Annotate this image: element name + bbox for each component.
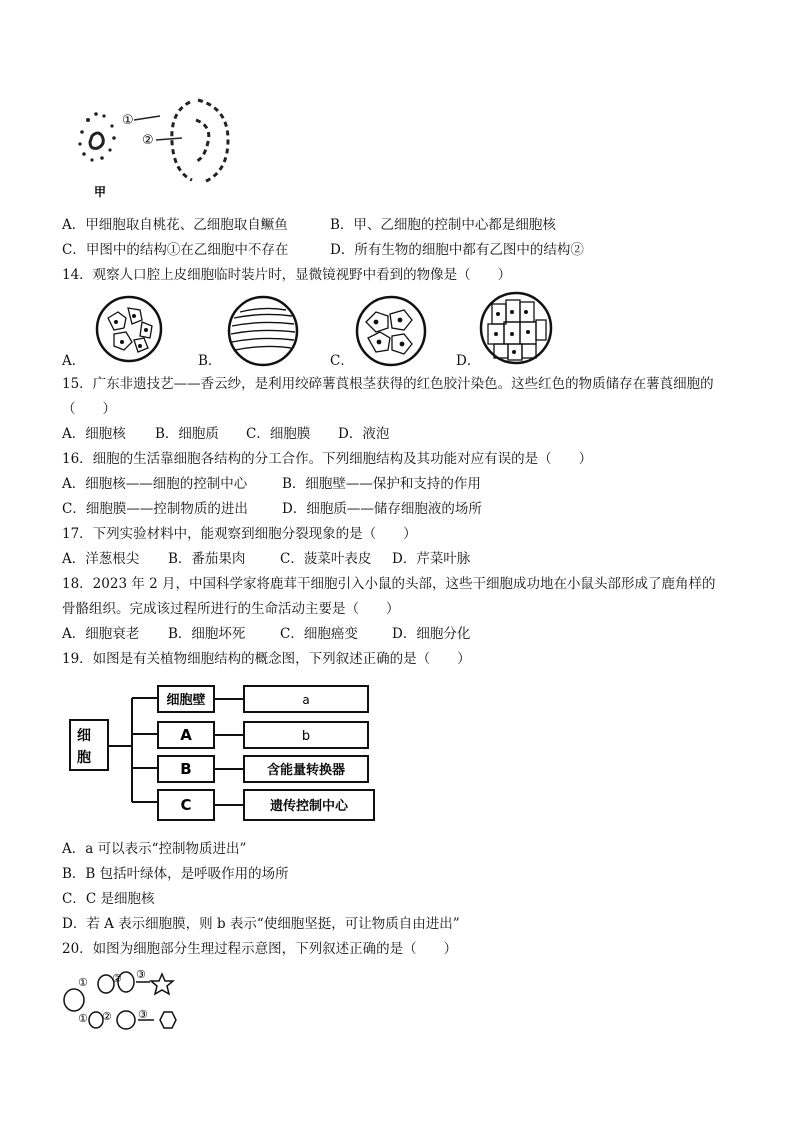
q18-option-d[interactable]: D．细胞分化 bbox=[392, 626, 471, 642]
diagram-left-1: 细胞壁 bbox=[166, 693, 206, 708]
q19-concept-diagram bbox=[66, 682, 382, 828]
q15-option-a[interactable]: A．细胞核 bbox=[62, 426, 126, 442]
q14-option-d[interactable]: D． bbox=[456, 353, 481, 369]
q17-option-d[interactable]: D．芹菜叶脉 bbox=[392, 551, 471, 567]
q19-option-a[interactable]: A．a 可以表示“控制物质进出” bbox=[62, 841, 247, 857]
q20-label-3-bottom: ③ bbox=[138, 1008, 148, 1021]
diagram-right-3: 含能量转换器 bbox=[266, 763, 346, 778]
q14-image-b bbox=[226, 294, 300, 368]
q16-option-a[interactable]: A．细胞核——细胞的控制中心 bbox=[62, 476, 248, 492]
q18-option-a[interactable]: A．细胞衰老 bbox=[62, 626, 140, 642]
q14-stem: 14．观察人口腔上皮细胞临时装片时，显微镜视野中看到的物像是（ ） bbox=[62, 267, 512, 283]
q17-stem: 17．下列实验材料中，能观察到细胞分裂现象的是（ ） bbox=[62, 526, 417, 542]
q15-stem-line2: （ ） bbox=[62, 401, 116, 417]
q14-option-b[interactable]: B． bbox=[198, 353, 222, 369]
q15-option-d[interactable]: D．液泡 bbox=[338, 426, 390, 442]
q15-option-c[interactable]: C．细胞膜 bbox=[246, 426, 311, 442]
diagram-right-2: b bbox=[301, 729, 311, 744]
q14-image-a bbox=[94, 294, 164, 364]
q17-option-a[interactable]: A．洋葱根尖 bbox=[62, 551, 140, 567]
figure-cells-jia-yi bbox=[70, 92, 250, 202]
q15-stem-line1: 15．广东非遗技艺——香云纱，是利用绞碎薯莨根茎获得的红色胶汁染色。这些红色的物质储存在薯莨细胞的 bbox=[62, 376, 714, 392]
q17-option-c[interactable]: C．菠菜叶表皮 bbox=[280, 551, 372, 567]
diagram-right-4: 遗传控制中心 bbox=[269, 799, 349, 814]
q19-option-c[interactable]: C．C 是细胞核 bbox=[62, 891, 155, 907]
q20-label-3-top: ③ bbox=[136, 968, 146, 981]
q14-image-c bbox=[354, 294, 428, 368]
q13-option-c[interactable]: C．甲图中的结构①在乙细胞中不存在 bbox=[62, 242, 289, 258]
q20-label-2-bottom: ② bbox=[102, 1010, 112, 1023]
q18-stem-line1: 18．2023 年 2 月，中国科学家将鹿茸干细胞引入小鼠的头部，这些干细胞成功地在小鼠头部形成了鹿角样的 bbox=[62, 576, 716, 592]
q13-option-a[interactable]: A．甲细胞取自桃花、乙细胞取自鳜鱼 bbox=[62, 217, 288, 233]
q20-process-figure bbox=[62, 968, 192, 1034]
q20-stem: 20．如图为细胞部分生理过程示意图，下列叙述正确的是（ ） bbox=[62, 941, 458, 957]
q16-option-d[interactable]: D．细胞质——储存细胞液的场所 bbox=[282, 501, 482, 517]
q19-option-b[interactable]: B．B 包括叶绿体，是呼吸作用的场所 bbox=[62, 866, 289, 882]
q14-option-c[interactable]: C． bbox=[330, 353, 354, 369]
label-jia: 甲 bbox=[94, 185, 107, 199]
q19-option-d[interactable]: D．若 A 表示细胞膜，则 b 表示“使细胞坚挺，可让物质自由进出” bbox=[62, 916, 460, 932]
q14-image-d bbox=[478, 290, 554, 366]
q20-label-1-bottom: ① bbox=[78, 1012, 88, 1025]
diagram-left-3: B bbox=[180, 760, 192, 778]
q13-option-d[interactable]: D．所有生物的细胞中都有乙图中的结构② bbox=[330, 242, 584, 258]
q16-stem: 16．细胞的生活靠细胞各结构的分工合作。下列细胞结构及其功能对应有误的是（ ） bbox=[62, 451, 593, 467]
q19-stem: 19．如图是有关植物细胞结构的概念图，下列叙述正确的是（ ） bbox=[62, 651, 471, 667]
q17-option-b[interactable]: B．番茄果肉 bbox=[168, 551, 246, 567]
q18-option-b[interactable]: B．细胞坏死 bbox=[168, 626, 246, 642]
q20-label-2-top: ② bbox=[112, 972, 122, 985]
q16-option-c[interactable]: C．细胞膜——控制物质的进出 bbox=[62, 501, 248, 517]
diagram-right-1: a bbox=[302, 693, 310, 707]
label-2: ② bbox=[142, 133, 154, 148]
q20-label-1-top: ① bbox=[78, 976, 88, 989]
diagram-root-char1: 细 bbox=[77, 728, 91, 744]
q18-stem-line2: 骨骼组织。完成该过程所进行的生命活动主要是（ ） bbox=[62, 601, 400, 617]
q13-option-b[interactable]: B．甲、乙细胞的控制中心都是细胞核 bbox=[330, 217, 556, 233]
diagram-left-2: A bbox=[180, 726, 192, 744]
q14-option-a[interactable]: A． bbox=[62, 353, 86, 369]
q15-option-b[interactable]: B．细胞质 bbox=[155, 426, 219, 442]
diagram-left-4: C bbox=[180, 796, 192, 814]
q16-option-b[interactable]: B．细胞壁——保护和支持的作用 bbox=[282, 476, 481, 492]
label-1: ① bbox=[122, 113, 134, 128]
q18-option-c[interactable]: C．细胞癌变 bbox=[280, 626, 358, 642]
diagram-root-char2: 胞 bbox=[77, 750, 91, 766]
